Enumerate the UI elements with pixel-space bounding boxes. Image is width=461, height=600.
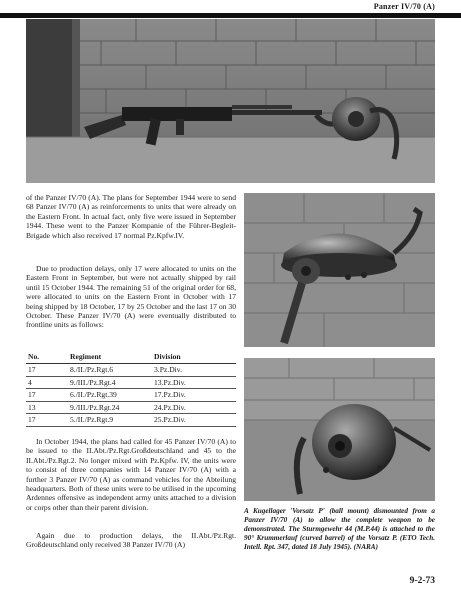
table-cell: 9./III./Pz.Rgt.24 xyxy=(68,401,152,414)
body-paragraph: Due to production delays, only 17 were allocated to units on the Eastern Front in September, but were not actually shipped by rail until 15 October 1944. The remaining 51 of the original order for 68, were allocated to units on the Eastern Front in October with 17 being shipped by 18 October, 17 by 25 October and the last 17 on 30 October. These Panzer IV/70 (A) were eventually distributed to frontline units as follows: xyxy=(26,264,236,330)
table-cell: 5./II./Pz.Rgt.9 xyxy=(68,414,152,427)
table-cell: 8./II./Pz.Rgt.6 xyxy=(68,364,152,377)
table-row xyxy=(26,364,236,377)
table-row xyxy=(26,414,236,427)
body-paragraph: Again due to production delays, the II.Abt./Pz.Rgt. Großdeutschland only received 38 Panzer IV/70 (A) xyxy=(26,531,236,550)
table-row xyxy=(26,376,236,389)
table-cell: 4 xyxy=(26,376,68,389)
table-cell: 9./III./Pz.Rgt.4 xyxy=(68,376,152,389)
running-title: Panzer IV/70 (A) xyxy=(373,2,435,11)
column-header: Division xyxy=(152,351,236,364)
page-header xyxy=(0,0,461,13)
table-cell: 17 xyxy=(26,364,68,377)
table-cell: 13.Pz.Div. xyxy=(152,376,236,389)
unit-allocation-table xyxy=(26,351,236,427)
body-paragraph: In October 1944, the plans had called for 45 Panzer IV/70 (A) to be issued to the II.Abt./Pz.Rgt.Großdeutschland and 45 to the II.Abt./Pz.Rgt.2. No longer mixed with Pz.Kpfw. IV, the units were to consist of three companies with 14 Panzer IV/70 (A) with a further 3 Panzer IV/70 (A) as command vehicles for the Abteilung headquarters. Both of these units were to be utilised in the upcoming Ardennes offensive as independent army units attached to a division or corps other than their parent division. xyxy=(26,437,236,512)
ball-mount-front-photo xyxy=(244,358,435,501)
column-header: No. xyxy=(26,351,68,364)
table-cell: 24.Pz.Div. xyxy=(152,401,236,414)
photo-caption: A Kugellager 'Vorsatz P' (ball mount) dismounted from a Panzer IV/70 (A) to allow the complete weapon to be demonstrated. The Sturmgewehr 44 (M.P.44) is attached to the 90° Krummerlauf (curved barrel) of the Vorsatz P. (ETO Tech. Intell. Rpt. 347, dated 18 July 1945). (NARA) xyxy=(244,507,435,551)
rifle-with-ball-mount-photo xyxy=(26,19,435,183)
table-cell: 6./II./Pz.Rgt.39 xyxy=(68,389,152,402)
header-rule xyxy=(0,13,461,18)
table-header-row xyxy=(26,351,236,364)
table-cell: 13 xyxy=(26,401,68,414)
table-cell: 17 xyxy=(26,389,68,402)
table-cell: 3.Pz.Div. xyxy=(152,364,236,377)
page-number: 9-2-73 xyxy=(409,576,435,586)
table-cell: 17 xyxy=(26,414,68,427)
column-header: Regiment xyxy=(68,351,152,364)
table-cell: 17.Pz.Div. xyxy=(152,389,236,402)
ball-mount-dome-photo xyxy=(244,193,435,347)
table-cell: 25.Pz.Div. xyxy=(152,414,236,427)
table-row xyxy=(26,401,236,414)
body-paragraph: of the Panzer IV/70 (A). The plans for September 1944 were to send 68 Panzer IV/70 (A) as reinforcements to units that were already on the Eastern Front. In actual fact, only five were issued in September 1944. These went to the Panzer Kompanie of the Führer-Begleit-Brigade which also received 17 normal Pz.Kpfw.IV. xyxy=(26,193,236,240)
table-row xyxy=(26,389,236,402)
